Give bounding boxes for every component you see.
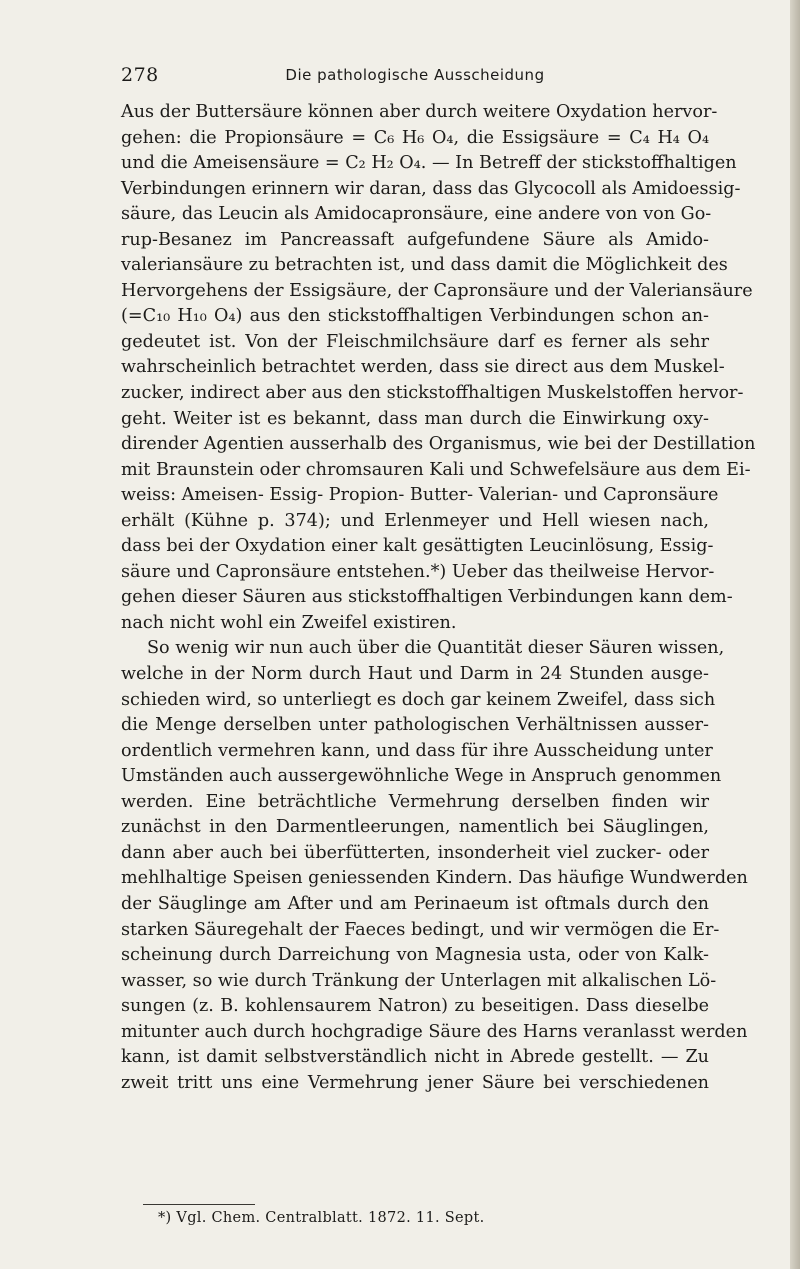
text-line: starken Säuregehalt der Faeces bedingt, und wir vermögen die Er- — [121, 919, 720, 940]
text-line: Verbindungen erinnern wir daran, dass das Glycocoll als Amidoessig- — [121, 178, 741, 199]
text-line: scheinung durch Darreichung von Magnesia usta, oder von Kalk- — [121, 945, 709, 966]
text-line: schieden wird, so unterliegt es doch gar keinem Zweifel, dass sich — [121, 689, 716, 710]
text-line: dass bei der Oxydation einer kalt gesättigten Leucinlösung, Essig- — [121, 536, 714, 557]
text-line: werden. Eine beträchtliche Vermehrung derselben finden wir — [121, 791, 709, 812]
page-header — [121, 64, 709, 88]
text-line: mitunter auch durch hochgradige Säure des Harns veranlasst werden — [121, 1021, 748, 1042]
text-line: gedeutet ist. Von der Fleischmilchsäure darf es ferner als sehr — [121, 331, 709, 352]
text-line: weiss: Ameisen- Essig- Propion- Butter- Valerian- und Capronsäure — [121, 485, 719, 506]
text-line: Aus der Buttersäure können aber durch weitere Oxydation hervor- — [121, 102, 718, 122]
text-line: mit Braunstein oder chromsauren Kali und Schwefelsäure aus dem Ei- — [121, 459, 751, 480]
footnote: *) Vgl. Chem. Centralblatt. 1872. 11. Sept. — [158, 1210, 485, 1226]
footnote-rule — [143, 1204, 255, 1205]
text-line: geht. Weiter ist es bekannt, dass man durch die Einwirkung oxy- — [121, 408, 709, 429]
text-line: rup-Besanez im Pancreassaft aufgefundene Säure als Amido- — [121, 229, 709, 250]
text-line: So wenig wir nun auch über die Quantität dieser Säuren wissen, — [147, 638, 725, 659]
text-line: sungen (z. B. kohlensaurem Natron) zu beseitigen. Dass dieselbe — [121, 996, 709, 1017]
text-line: der Säuglinge am After und am Perinaeum ist oftmals durch den — [121, 893, 709, 914]
text-line: Umständen auch aussergewöhnliche Wege in Anspruch genommen — [121, 766, 722, 787]
page-number: 278 — [121, 64, 159, 86]
text-line: gehen dieser Säuren aus stickstoffhaltigen Verbindungen kann dem- — [121, 587, 733, 608]
text-line: säure, das Leucin als Amidocapronsäure, eine andere von von Go- — [121, 204, 712, 225]
text-line: kann, ist damit selbstverständlich nicht in Abrede gestellt. — Zu — [121, 1047, 709, 1068]
text-line: wahrscheinlich betrachtet werden, dass sie direct aus dem Muskel- — [121, 357, 725, 378]
page-edge — [790, 0, 800, 1269]
text-line: ordentlich vermehren kann, und dass für ihre Ausscheidung unter — [121, 740, 713, 761]
text-line: nach nicht wohl ein Zweifel existiren. — [121, 612, 457, 633]
text-line: zunächst in den Darmentleerungen, namentlich bei Säuglingen, — [121, 817, 709, 838]
text-line: und die Ameisensäure = C₂ H₂ O₄. — In Betreff der stickstoffhaltigen — [121, 153, 737, 174]
text-line: säure und Capronsäure entstehen.*) Ueber das theilweise Hervor- — [121, 561, 715, 582]
text-line: erhält (Kühne p. 374); und Erlenmeyer und Hell wiesen nach, — [121, 510, 709, 531]
text-line: zweit tritt uns eine Vermehrung jener Säure bei verschiedenen — [121, 1072, 709, 1093]
text-line: wasser, so wie durch Tränkung der Unterlagen mit alkalischen Lö- — [121, 970, 717, 991]
text-line: dann aber auch bei überfütterten, insonderheit viel zucker- oder — [121, 842, 709, 863]
text-line: zucker, indirect aber aus den stickstoffhaltigen Muskelstoffen hervor- — [121, 383, 744, 404]
body-text — [121, 100, 756, 1096]
text-line: dirender Agentien ausserhalb des Organismus, wie bei der Destillation — [121, 434, 756, 455]
text-line: die Menge derselben unter pathologischen Verhältnissen ausser- — [121, 715, 709, 736]
text-line: (=C₁₀ H₁₀ O₄) aus den stickstoffhaltigen Verbindungen schon an- — [121, 306, 709, 327]
text-line: gehen: die Propionsäure = C₆ H₆ O₄, die Essigsäure = C₄ H₄ O₄ — [121, 127, 709, 148]
text-line: valeriansäure zu betrachten ist, und dass damit die Möglichkeit des — [121, 255, 728, 276]
text-line: mehlhaltige Speisen geniessenden Kindern. Das häufige Wundwerden — [121, 868, 748, 889]
text-line: welche in der Norm durch Haut und Darm in 24 Stunden ausge- — [121, 664, 709, 685]
text-line: Hervorgehens der Essigsäure, der Capronsäure und der Valeriansäure — [121, 280, 753, 301]
running-title: Die pathologische Ausscheidung — [285, 66, 545, 84]
